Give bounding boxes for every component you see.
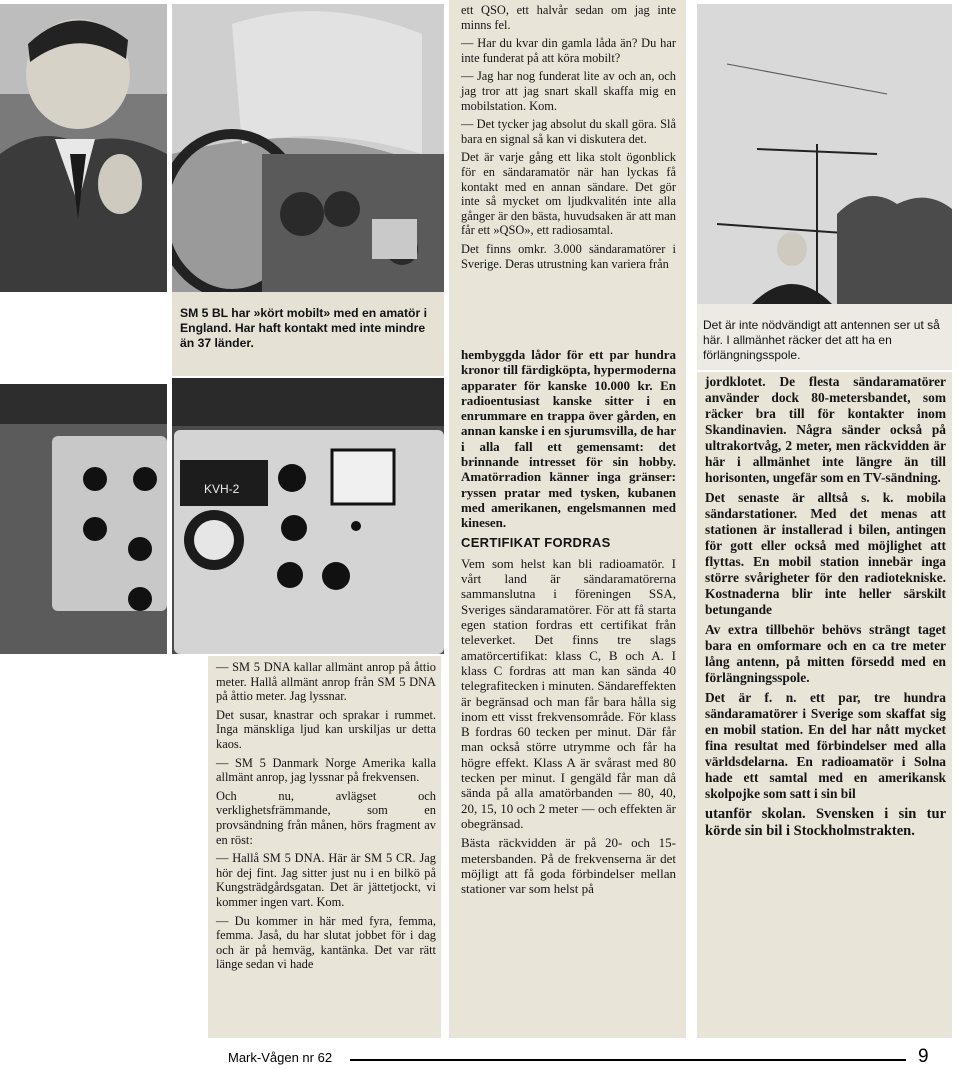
col-a-paragraph: Det susar, knastrar och sprakar i rummet. Inga mänskliga ljud kan urskiljas ur detta kaos. xyxy=(216,707,436,751)
col-b-paragraph: — Det tycker jag absolut du skall göra. Slå bara en signal så kan vi diskutera det. xyxy=(461,117,676,146)
photo-man-on-radio xyxy=(0,4,167,292)
caption-car xyxy=(172,292,444,376)
col-c-paragraph: Det är f. n. ett par, tre hundra sändaramatörer i Sverige som skaffat sig en mobil station. En del har nått mycket fina resultat med förbindelser med alla världsdelarna. En radioamatör i Solna hade ett samtal med en amerikansk skolpojke som satt i sin bil xyxy=(705,690,946,801)
col-c-paragraph: jordklotet. De flesta sändaramatörer använder dock 80-metersbandet, som räcker bra till för kontakter inom Skandinavien. Några sänder också på ultrakortvåg, 2 meter, men räckvidden är här i allmänhet inte längre än till horisonten, ungefär som en TV-sändning. xyxy=(705,374,946,485)
col-a-paragraph: — Du kommer in här med fyra, femma, femma. Jaså, du har slutat jobbet för i dag och är på hemväg, kantänka. Det var rätt länge sedan vi hade xyxy=(216,913,436,972)
col-b-paragraph: — Jag har nog funderat lite av och an, och jag tror att jag snart skall skaffa mig en mobilstation. Kom. xyxy=(461,69,676,113)
column-b-bottom xyxy=(449,345,686,1038)
col-b-paragraph: Vem som helst kan bli radioamatör. I vårt land är sändaramatörerna sammanslutna i föreningen SSA, Sveriges sändaramatörer. För att få starta egen station fordras ett certifikat från televerket. Det finns tre slags amatörcertifikat: klass C, B och A. I klass C fordras att man kan sända 40 telegrafitecken i minuten. Sändareffekten är begränsad och man får bara hålla sig inom ett visst frekvensområde. För klass B fordras 60 tecken per minut. Där får man också större utrymme och får ha högre effekt. Klass A är svårast med 80 tecken per minut. I gengäld får man då sända på alla amatörbanden — 80, 40, 20, 15, 10 och 2 meter — och effekten är obegränsad. xyxy=(461,555,676,831)
column-a xyxy=(208,656,441,1038)
photo-car-dashboard xyxy=(172,4,444,292)
col-a-paragraph: Och nu, avlägset och verklighetsfrämmande, som en provsändning från månen, hörs fragment av en röst: xyxy=(216,788,436,847)
antenna-illustration xyxy=(697,4,952,304)
caption-antenna xyxy=(697,304,952,370)
photo-antenna xyxy=(697,4,952,304)
col-c-paragraph: Det senaste är alltså s. k. mobila sändarstationer. Med det menas att stationen är installerad i bilen, antingen för gott eller också med möjlighet att flyttas. En mobil station innebär inga större svårigheter för den radiotekniske. Kostnaderna blir inte heller särskilt betungande xyxy=(705,490,946,617)
caption-antenna-text: Det är inte nödvändigt att antennen ser ut så här. I allmänhet räcker det att ha en förlängningsspole. xyxy=(703,318,940,362)
col-b-paragraph: ett QSO, ett halvår sedan om jag inte minns fel. xyxy=(461,3,676,32)
col-c-final: utanför skolan. Svensken i sin tur körde sin bil i Stockholmstrakten. xyxy=(705,806,946,839)
col-a-paragraph: — SM 5 DNA kallar allmänt anrop på åttio meter. Hallå allmänt anrop från SM 5 DNA på åttio meter. Jag lyssnar. xyxy=(216,660,436,704)
footer-publication: Mark-Vågen nr 62 xyxy=(228,1050,333,1065)
col-b-paragraph: Det finns omkr. 3.000 sändaramatörer i Sverige. Deras utrustning kan variera från xyxy=(461,241,676,271)
dial-label: KVH-2 xyxy=(204,482,240,496)
radio-left-illustration xyxy=(0,384,167,654)
dashboard-illustration xyxy=(172,4,444,292)
footer-rule xyxy=(350,1059,906,1061)
column-b-top xyxy=(449,0,686,345)
col-b-paragraph: — Har du kvar din gamla låda än? Du har inte funderat på att köra mobilt? xyxy=(461,36,676,65)
portrait-illustration xyxy=(0,4,167,292)
photo-radio-left xyxy=(0,384,167,654)
footer-page-number: 9 xyxy=(918,1046,929,1067)
col-b-paragraph: Bästa räckvidden är på 20- och 15-metersbanden. På de frekvenserna är det möjligt att få goda förbindelser mellan stationer var som helst på xyxy=(461,835,676,897)
col-a-paragraph: — Hallå SM 5 DNA. Här är SM 5 CR. Jag hör dej fint. Jag sitter just nu i en bilkö på Kungsträdgårdsgatan. Det är jättetjockt, vi kommer ingen vart. Kom. xyxy=(216,851,436,909)
section-heading-certifikat: CERTIFIKAT FORDRAS xyxy=(461,534,611,550)
col-c-paragraph: Av extra tillbehör behövs strängt taget bara en omformare och en ca tre meter lång antenn, på mitten försedd med en förlängningsspole. xyxy=(705,622,946,685)
col-b-paragraph: hembyggda lådor för ett par hundra kronor till färdigköpta, hypermoderna apparater för kanske 10.000 kr. En radioentusiast kanske sitter i en enrummare en trappa över gården, en annan kanske i en sjurumsvilla, de har i alla fall ett gemensamt: det brinnande intresset för sin hobby. Amatörradion känner inga gränser: ryssen pratar med tysken, kubanen med amerikanen, engelsmannen med kinesen. xyxy=(461,347,676,531)
column-c xyxy=(697,372,952,1038)
col-a-paragraph: — SM 5 Danmark Norge Amerika kalla allmänt anrop, jag lyssnar på frekvensen. xyxy=(216,755,436,785)
photo-radio-main xyxy=(172,378,444,654)
col-b-paragraph: Det är varje gång ett lika stolt ögonblick för en sändaramatör när han lyckas få kontakt med en annan sändare. Det gör inte så mycket om ljudkvalitén inte alla gånger är den bästa, huvudsaken är att man får ett »QSO», ett radiosamtal. xyxy=(461,150,676,238)
caption-car-text: SM 5 BL har »kört mobilt» med en amatör i England. Har haft kontakt med inte mindre än 37 länder. xyxy=(180,306,427,350)
radio-main-illustration xyxy=(172,378,444,654)
